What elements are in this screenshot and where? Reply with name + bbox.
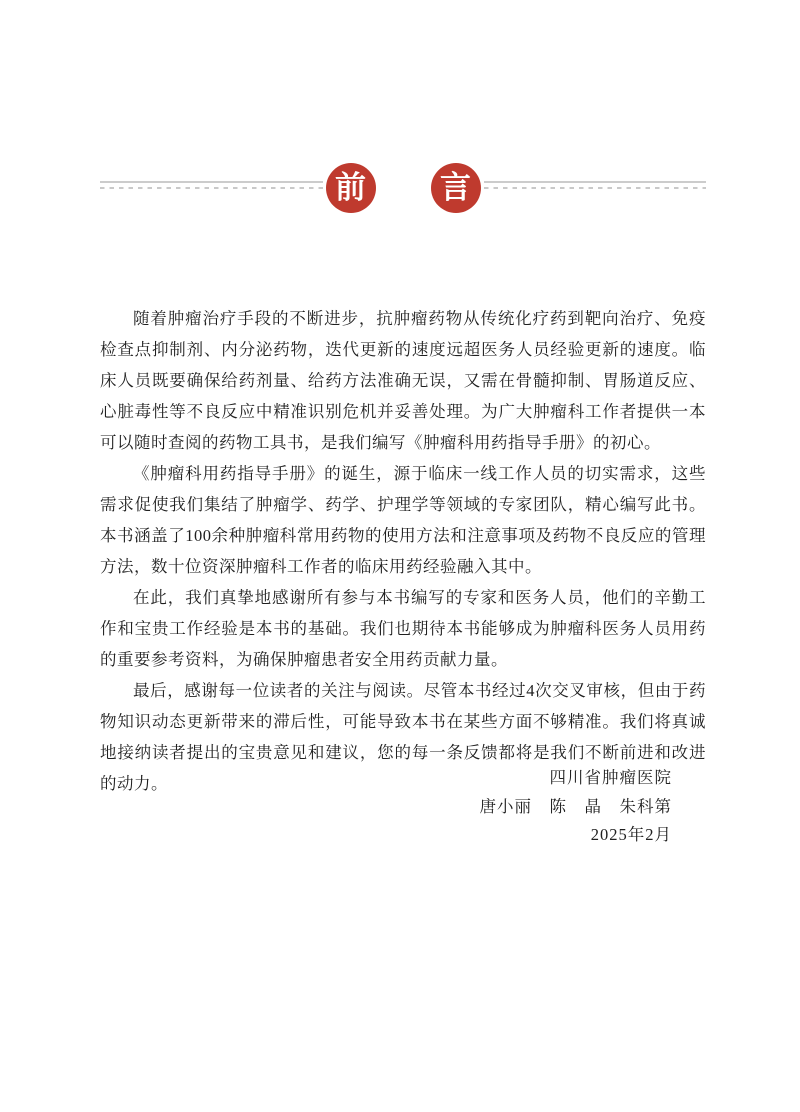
signature-block [480,764,673,850]
preface-paragraph-2: 《肿瘤科用药指导手册》的诞生，源于临床一线工作人员的切实需求，这些需求促使我们集结了肿瘤学、药学、护理学等领域的专家团队，精心编写此书。本书涵盖了100余种肿瘤科常用药物的使用方法和注意事项及药物不良反应的管理方法，数十位资深肿瘤科工作者的临床用药经验融入其中。 [100,464,706,576]
preface-header [100,163,706,213]
header-rule-left-dashed [100,187,323,189]
preface-paragraph-3: 在此，我们真挚地感谢所有参与本书编写的专家和医务人员，他们的辛勤工作和宝贵工作经验是本书的基础。我们也期待本书能够成为肿瘤科医务人员用药的重要参考资料，为确保肿瘤患者安全用药贡献力量。 [100,588,706,669]
signature-organization: 四川省肿瘤医院 [549,768,672,787]
header-rule-right-dashed [484,187,707,189]
preface-title-badge-yan: 言 [431,163,481,213]
signature-date: 2025年2月 [590,825,672,844]
preface-paragraph-4: 最后，感谢每一位读者的关注与阅读。尽管本书经过4次交叉审核，但由于药物知识动态更新带来的滞后性，可能导致本书在某些方面不够精准。我们将真诚地接纳读者提出的宝贵意见和建议，您的每一条反馈都将是我们不断前进和改进的动力。 [100,681,706,793]
header-rule-right-solid [484,181,707,183]
header-rule-right [484,181,707,189]
header-rule-left-solid [100,181,323,183]
header-rule-left [100,181,323,189]
preface-paragraph-1: 随着肿瘤治疗手段的不断进步，抗肿瘤药物从传统化疗药到靶向治疗、免疫检查点抑制剂、内分泌药物，迭代更新的速度远超医务人员经验更新的速度。临床人员既要确保给药剂量、给药方法准确无误，又需在骨髓抑制、胃肠道反应、心脏毒性等不良反应中精准识别危机并妥善处理。为广大肿瘤科工作者提供一本可以随时查阅的药物工具书，是我们编写《肿瘤科用药指导手册》的初心。 [100,309,706,452]
preface-title-badge-qian: 前 [326,163,376,213]
signature-authors: 唐小丽 陈 晶 朱科第 [479,796,672,816]
preface-body [100,303,706,799]
